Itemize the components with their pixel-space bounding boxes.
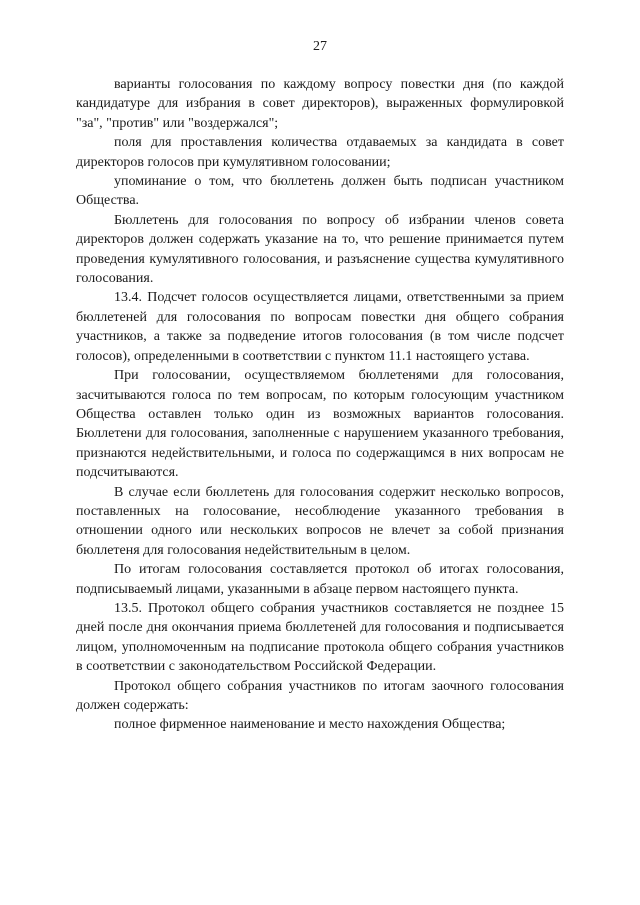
paragraph-absentee-protocol-content: Протокол общего собрания участников по итогам заочного голосования должен содержать: — [76, 678, 564, 713]
paragraph-board-election-ballot: Бюллетень для голосования по вопросу об избрании членов совета директоров должен содержать указание на то, что решение принимается путем проведения кумулятивного голосования, и разъяснение существа кумулятивного голосования. — [76, 212, 564, 287]
paragraph-voting-results-protocol: По итогам голосования составляется протокол об итогах голосования, подписываемый лицами, указанными в абзаце первом настоящего пункта. — [76, 562, 564, 597]
paragraph-company-name-location: полное фирменное наименование и место нахождения Общества; — [114, 717, 506, 733]
paragraph-voting-options: варианты голосования по каждому вопросу повестки дня (по каждой кандидатуре для избрания в совет директоров), выраженных формулировкой "за", "против" или "воздержался"; — [76, 77, 564, 131]
paragraph-signature-note: упоминание о том, что бюллетень должен быть подписан участником Общества. — [76, 174, 564, 209]
paragraph-13-5-meeting-protocol: 13.5. Протокол общего собрания участников составляется не позднее 15 дней после дня окончания приема бюллетеней для голосования и подписывается лицом, уполномоченным на подписание протокола общего собрания участников в соответствии с законодательством Российской Федерации. — [76, 600, 564, 675]
page-number: 27 — [313, 39, 327, 54]
paragraph-multiple-questions: В случае если бюллетень для голосования содержит несколько вопросов, поставленных на голосование, несоблюдение указанного требования в отношении одного или нескольких вопросов не влечет за собой признания бюллетеня для голосования недействительным в целом. — [76, 484, 564, 558]
paragraph-cumulative-fields: поля для проставления количества отдаваемых за кандидата в совет директоров голосов при кумулятивном голосовании; — [76, 135, 564, 170]
document-body — [76, 75, 564, 735]
paragraph-13-4-vote-count: 13.4. Подсчет голосов осуществляется лицами, ответственными за прием бюллетеней для голосования по вопросам повестки дня общего собрания участников, а также за подведение итогов голосования (в том числе подсчет голосов), определенными в соответствии с пунктом 11.1 настоящего устава. — [76, 290, 564, 364]
paragraph-valid-votes: При голосовании, осуществляемом бюллетенями для голосования, засчитываются голоса по тем вопросам, по которым голосующим участником Общества оставлен только один из возможных вариантов голосования. Бюллетени для голосования, заполненные с нарушением указанного требования, признаются недействительными, и голоса по содержащимся в них вопросам не подсчитываются. — [76, 368, 564, 481]
